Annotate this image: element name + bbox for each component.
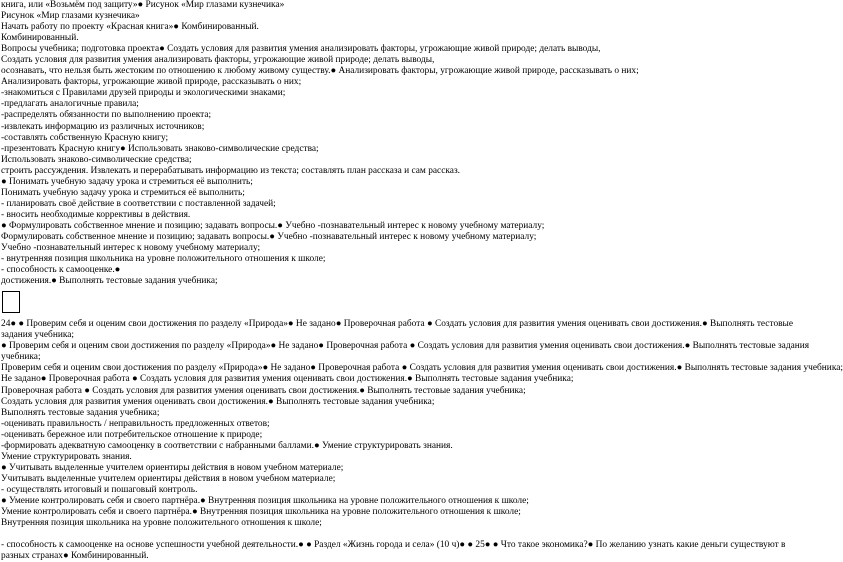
text-line: достижения.● Выполнять тестовые задания учебника; bbox=[1, 276, 218, 287]
text-line: - осуществлять итоговый и пошаговый контроль. bbox=[1, 484, 198, 495]
text-line: Внутренняя позиция школьника на уровне положительного отношения к школе; bbox=[1, 518, 322, 529]
text-line: Выполнять тестовые задания учебника; bbox=[1, 407, 160, 418]
text-line: - способность к самооценке на основе успешности учебной деятельности.● ● Раздел «Жизнь города и села» (10 ч)● ● 25● ● Что такое экономика?● По желанию узнать какие деньги существуют в разных странах● Комбинированный. bbox=[1, 540, 786, 562]
text-line: книга, или «Возьмём под защиту»● Рисунок «Мир глазами кузнечика» bbox=[1, 0, 285, 10]
text-line: ● Проверим себя и оценим свои достижения по разделу «Природа»● Не задано● Проверочная работа ● Создать условия для развития умения оценивать свои достижения.● Выполнять тестовые задания учебника; bbox=[1, 341, 810, 363]
text-line: -оценивать правильность / неправильность предложенных ответов; bbox=[1, 418, 270, 429]
text-line: Не задано● Проверочная работа ● Создать условия для развития умения оценивать свои достижения.● Выполнять тестовые задания учебника; bbox=[1, 374, 574, 385]
text-line: Умение структурировать знания. bbox=[1, 451, 132, 462]
text-line: -оценивать бережное или потребительское отношение к природе; bbox=[1, 429, 263, 440]
lesson-plan-text-bottom bbox=[0, 319, 843, 562]
text-line: Комбинированный. bbox=[1, 33, 79, 44]
text-line: -формировать адекватную самооценку в соответствии с набранными баллами.● Умение структурировать знания. bbox=[1, 440, 453, 451]
text-line: Анализировать факторы, угрожающие живой природе, рассказывать о них; bbox=[1, 77, 302, 88]
text-line: Понимать учебную задачу урока и стремиться её выполнить; bbox=[1, 187, 245, 198]
text-line: Создать условия для развития умения оценивать свои достижения.● Выполнять тестовые задания учебника; bbox=[1, 396, 435, 407]
text-line: -составлять собственную Красную книгу; bbox=[1, 132, 169, 143]
text-line: -предлагать аналогичные правила; bbox=[1, 99, 139, 110]
text-line: ● Умение контролировать себя и своего партнёра.● Внутренняя позиция школьника на уровне положительного отношения к школе; bbox=[1, 495, 529, 506]
text-line: - внутренняя позиция школьника на уровне положительного отношения к школе; bbox=[1, 254, 326, 265]
text-line: ● Понимать учебную задачу урока и стремиться её выполнить; bbox=[1, 176, 253, 187]
text-line: -презентовать Красную книгу● Использовать знаково-символические средства; bbox=[1, 143, 319, 154]
text-line: Использовать знаково-символические средства; bbox=[1, 154, 192, 165]
text-line: Создать условия для развития умения анализировать факторы, угрожающие живой природе; делать выводы, bbox=[1, 55, 435, 66]
text-line: Учебно -познавательный интерес к новому учебному материалу; bbox=[1, 243, 261, 254]
text-line: Учитывать выделенные учителем ориентиры действия в новом учебном материале; bbox=[1, 473, 336, 484]
text-line: Формулировать собственное мнение и позицию; задавать вопросы.● Учебно -познавательный интерес к новому учебному материалу; bbox=[1, 231, 537, 242]
text-line: - планировать своё действие в соответствии с поставленной задачей; bbox=[1, 198, 276, 209]
text-line: Умение контролировать себя и своего партнёра.● Внутренняя позиция школьника на уровне положительного отношения к школе; bbox=[1, 507, 521, 518]
text-line: -извлекать информацию из различных источников; bbox=[1, 121, 205, 132]
lesson-plan-text-top bbox=[0, 0, 816, 287]
text-line: ● Учитывать выделенные учителем ориентиры действия в новом учебном материале; bbox=[1, 462, 344, 473]
text-line: ● Формулировать собственное мнение и позицию; задавать вопросы.● Учебно -познавательный интерес к новому учебному материалу; bbox=[1, 220, 545, 231]
text-line: Рисунок «Мир глазами кузнечика» bbox=[1, 11, 140, 22]
text-line bbox=[0, 529, 816, 540]
text-line: Вопросы учебника; подготовка проекта● Создать условия для развития умения анализировать факторы, угрожающие живой природе; делать выводы, bbox=[1, 44, 601, 55]
empty-table-cell-box bbox=[2, 291, 20, 313]
text-line: -знакомиться с Правилами друзей природы и экологическими знаками; bbox=[1, 88, 286, 99]
text-line: - способность к самооценке.● bbox=[1, 265, 121, 276]
text-line: строить рассуждения. Извлекать и перерабатывать информацию из текста; составлять план рассказа и сам рассказ. bbox=[1, 165, 460, 176]
text-line: - вносить необходимые коррективы в действия. bbox=[1, 209, 191, 220]
text-line: -распределять обязанности по выполнению проекта; bbox=[1, 110, 212, 121]
text-line: осознавать, что нельзя быть жестоким по отношению к любому живому существу.● Анализировать факторы, угрожающие живой природе, рассказывать о них; bbox=[1, 66, 639, 77]
text-line: Начать работу по проекту «Красная книга»● Комбинированный. bbox=[1, 22, 259, 33]
text-line: 24● ● Проверим себя и оценим свои достижения по разделу «Природа»● Не задано● Проверочная работа ● Создать условия для развития умения оценивать свои достижения.● Выполнять тестовые задания учебника; bbox=[1, 319, 794, 341]
text-line: Проверочная работа ● Создать условия для развития умения оценивать свои достижения.● Выполнять тестовые задания учебника; bbox=[1, 385, 526, 396]
text-line: Проверим себя и оценим свои достижения по разделу «Природа»● Не задано● Проверочная работа ● Создать условия для развития умения оценивать свои достижения.● Выполнять тестовые задания учебника; bbox=[1, 363, 843, 374]
